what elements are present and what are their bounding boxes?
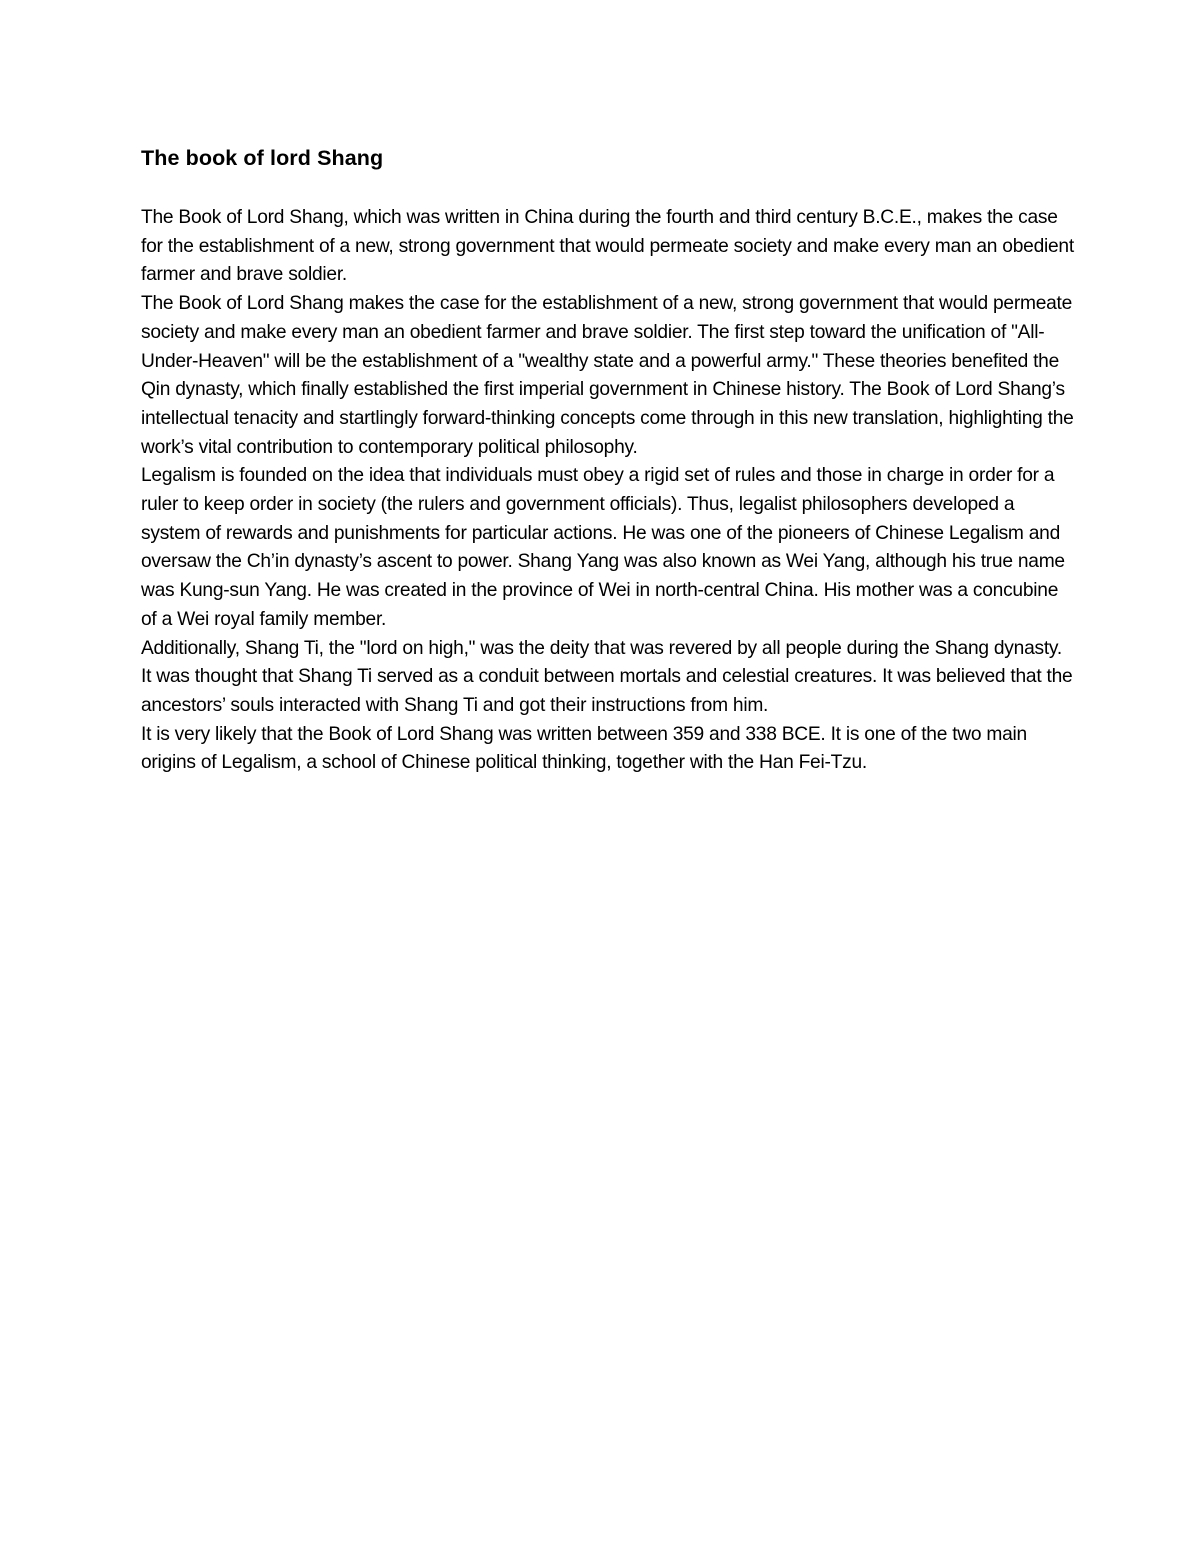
paragraph-3: Legalism is founded on the idea that individuals must obey a rigid set of rules and those in charge in order for a ruler to keep order in society (the rulers and government officials). Thus, legalist philosophers developed a system of rewards and punishments for particular actions. He was one of the pioneers of Chinese Legalism and oversaw the Ch’in dynasty’s ascent to power. Shang Yang was also known as Wei Yang, although his true name was Kung-sun Yang. He was created in the province of Wei in north-central China. His mother was a concubine of a Wei royal family member. (141, 465, 1065, 630)
paragraph-5: It is very likely that the Book of Lord Shang was written between 359 and 338 BCE. It is one of the two main origins of Legalism, a school of Chinese political thinking, together with the Han Fei-Tzu. (141, 723, 1027, 774)
document-body (141, 143, 1076, 778)
paragraph-1: The Book of Lord Shang, which was written in China during the fourth and third century B.C.E., makes the case for the establishment of a new, strong government that would permeate society and make every man an obedient farmer and brave soldier. (141, 207, 1074, 286)
paragraph-4: Additionally, Shang Ti, the "lord on high," was the deity that was revered by all people during the Shang dynasty. It was thought that Shang Ti served as a conduit between mortals and celestial creatures. It was believed that the ancestors’ souls interacted with Shang Ti and got their instructions from him. (141, 637, 1073, 716)
paragraph-2: The Book of Lord Shang makes the case for the establishment of a new, strong government that would permeate society and make every man an obedient farmer and brave soldier. The first step toward the unification of "All-Under-Heaven" will be the establishment of a "wealthy state and a powerful army." These theories benefited the Qin dynasty, which finally established the first imperial government in Chinese history. The Book of Lord Shang’s intellectual tenacity and startlingly forward-thinking concepts come through in this new translation, highlighting the work’s vital contribution to contemporary political philosophy. (141, 293, 1074, 458)
document-title: The book of lord Shang (141, 146, 384, 170)
